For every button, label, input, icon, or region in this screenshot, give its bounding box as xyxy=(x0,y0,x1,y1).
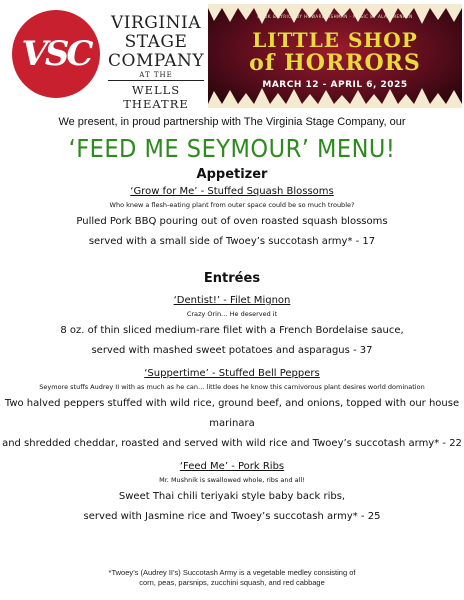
dish-name-dentist: ‘Dentist!’ - Filet Mignon xyxy=(173,295,291,306)
show-poster xyxy=(208,4,462,108)
dish-desc-dentist-2: served with mashed sweet potatoes and asparagus - 37 xyxy=(91,345,373,356)
footnote-line2: corn, peas, parsnips, zucchini squash, and red cabbage xyxy=(139,578,325,587)
footnote-line1: *Twoey’s (Audrey II’s) Succotash Army is a vegetable medley consisting of xyxy=(108,568,356,577)
vsc-line-virginia: VIRGINIA xyxy=(111,13,201,33)
vsc-logo-initials: VSC xyxy=(21,34,91,74)
dish-desc-feed-me-2: served with Jasmine rice and Twoey’s succotash army* - 25 xyxy=(83,511,381,522)
vsc-logo-circle xyxy=(12,10,100,98)
dish-desc-grow-for-me-1: Pulled Pork BBQ pouring out of oven roasted squash blossoms xyxy=(76,216,388,227)
intro-text: We present, in proud partnership with The Virginia Stage Company, our xyxy=(58,116,406,128)
poster-dates: MARCH 12 - APRIL 6, 2025 xyxy=(262,80,408,90)
poster-teeth-bottom-icon xyxy=(208,88,462,108)
vsc-line-stage: STAGE xyxy=(124,32,188,52)
dish-name-feed-me: ‘Feed Me’ - Pork Ribs xyxy=(179,461,285,472)
dish-quote-feed-me: Mr. Mushnik is swallowed whole, ribs and all! xyxy=(159,476,305,484)
dish-desc-suppertime-2: and shredded cheddar, roasted and served with wild rice and Twoey’s succotash army* - 22 xyxy=(2,438,462,449)
vsc-logo-wordmark xyxy=(108,14,204,111)
menu-title: ‘FEED ME SEYMOUR’ MENU! xyxy=(68,134,396,163)
dish-desc-feed-me-1: Sweet Thai chili teriyaki style baby back ribs, xyxy=(118,491,346,502)
vsc-line-wells: WELLS THEATRE xyxy=(108,80,204,111)
vsc-line-company: COMPANY xyxy=(108,51,205,71)
dish-desc-grow-for-me-2: served with a small side of Twoey’s succotash army* - 17 xyxy=(88,236,376,247)
vsc-logo xyxy=(8,6,205,111)
menu-content xyxy=(0,114,464,527)
succotash-footnote xyxy=(0,568,464,588)
dish-desc-suppertime-1: Two halved peppers stuffed with wild rice, ground beef, and onions, topped with our house marinara xyxy=(4,398,460,429)
dish-name-suppertime: ‘Suppertime’ - Stuffed Bell Peppers xyxy=(144,368,320,379)
dish-name-grow-for-me: ‘Grow for Me’ - Stuffed Squash Blossoms xyxy=(130,186,334,197)
dish-desc-dentist-1: 8 oz. of thin sliced medium-rare filet with a French Bordelaise sauce, xyxy=(60,325,404,336)
dish-quote-dentist: Crazy Orin… He deserved it xyxy=(186,310,278,318)
section-heading-entrees: Entrées xyxy=(203,271,261,286)
poster-tagline: BOOK & LYRICS BY HOWARD ASHMAN · MUSIC BY ALAN MENKEN xyxy=(257,14,413,19)
vsc-line-at-the: AT THE xyxy=(139,71,173,79)
section-heading-appetizer: Appetizer xyxy=(196,167,268,182)
dish-quote-suppertime: Seymore stuffs Audrey II with as much as he can… little does he know this carnivorous plant desires world domination xyxy=(39,383,425,391)
poster-title-line2: of HORRORS xyxy=(249,50,421,76)
poster-title-line1: LITTLE SHOP xyxy=(252,28,418,52)
header xyxy=(0,0,464,112)
dish-quote-grow-for-me: Who knew a flesh-eating plant from outer space could be so much trouble? xyxy=(109,201,355,209)
